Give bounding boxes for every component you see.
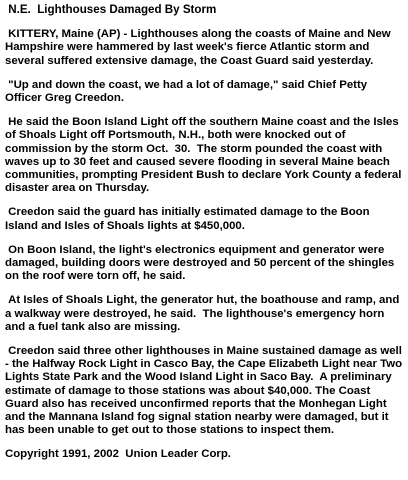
- article-paragraph: "Up and down the coast, we had a lot of damage," said Chief Petty Officer Greg Creedon.: [5, 78, 371, 105]
- article-paragraph: Creedon said three other lighthouses in Maine sustained damage as well - the Halfway Rock Light in Casco Bay, the Cape Elizabeth Light near Two Lights State Park and the Wood Island Light in Saco Bay. A preliminary estimate of damage to those stations was about $40,000. The Coast Guard also has received unconfirmed reports that the Monhegan Light and the Mannana Island fog signal station nearby were damaged, but it has been unable to get out to those stations to inspect them.: [5, 345, 408, 437]
- article-paragraph: At Isles of Shoals Light, the generator hut, the boathouse and ramp, and a walkway were destroyed, he said. The lighthouse's emergency horn and a fuel tank also are missing.: [5, 294, 403, 333]
- article-paragraph: On Boon Island, the light's electronics equipment and generator were damaged, building doors were destroyed and 50 percent of the shingles on the roof were torn off, he said.: [5, 243, 398, 283]
- article-paragraph: KITTERY, Maine (AP) - Lighthouses along the coasts of Maine and New Hampshire were hammered by last week's fierce Atlantic storm and several suffered extensive damage, the Coast Guard said yesterday.: [5, 28, 394, 67]
- article-copyright: Copyright 1991, 2002 Union Leader Corp.: [5, 448, 231, 461]
- article-paragraph: Creedon said the guard has initially estimated damage to the Boon Island and Isles of Shoals lights at $450,000.: [5, 206, 373, 232]
- article-paragraph: He said the Boon Island Light off the southern Maine coast and the Isles of Shoals Light off Portsmouth, N.H., both were knocked out of commission by the storm Oct. 30. The storm pounded the coast with waves up to 30 feet and caused severe flooding in several Maine beach communities, prompting President Bush to declare York County a federal disaster area on Thursday.: [5, 116, 405, 195]
- article: [5, 3, 408, 473]
- article-headline: N.E. Lighthouses Damaged By Storm: [5, 3, 217, 16]
